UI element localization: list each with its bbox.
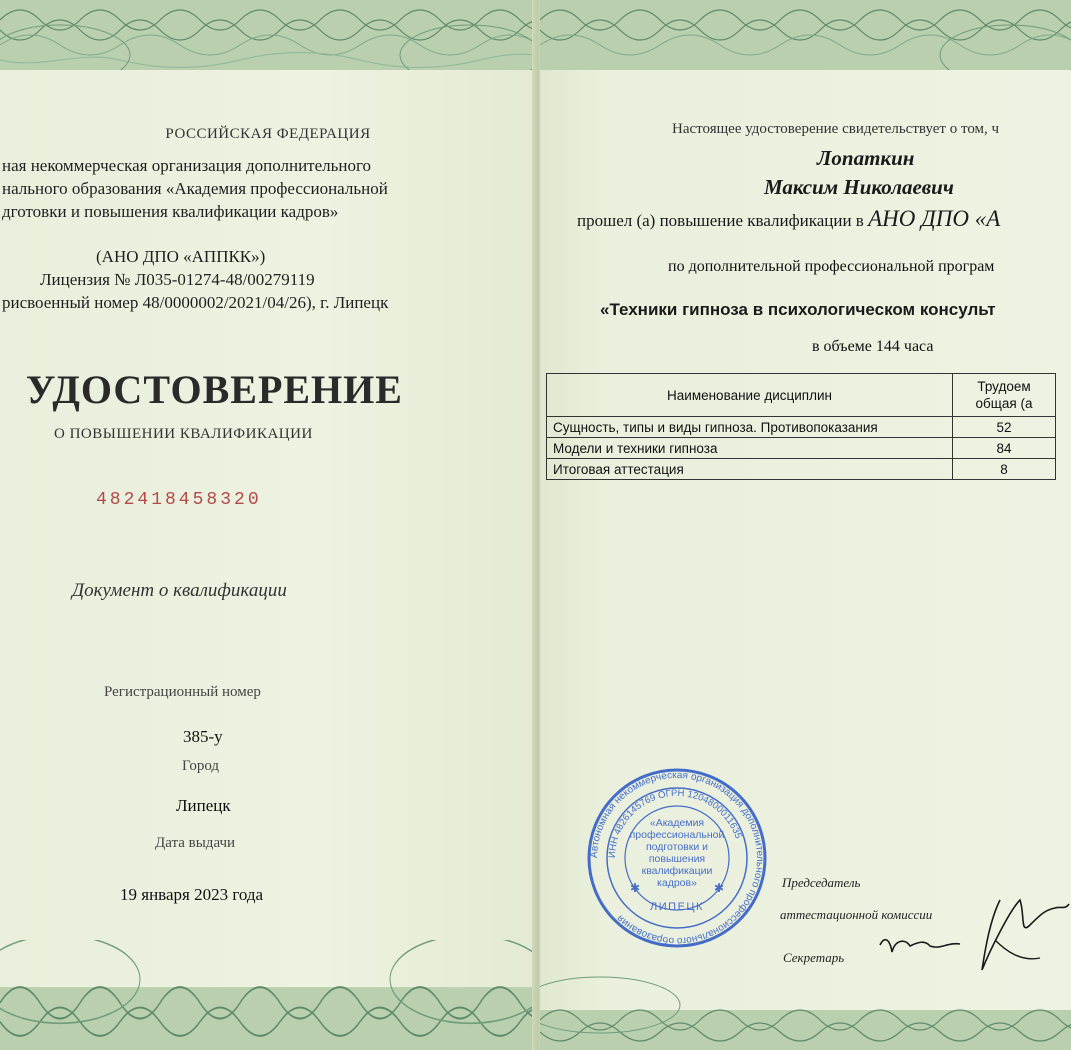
table-header-row [547, 374, 1056, 417]
completed-prefix: прошел (а) повышение квалификации в [577, 211, 864, 230]
discipline-name: Сущность, типы и виды гипноза. Противопоказания [547, 417, 953, 438]
holder-first-middle-name: Максим Николаевич [764, 175, 954, 199]
stamp-ids: ИНН 4826145769 ОГРН 1204800011635 [606, 787, 744, 859]
city-label: Город [182, 758, 220, 774]
table-row [547, 459, 1056, 480]
guilloche-border-top [0, 0, 536, 70]
document-subtitle: О ПОВЫШЕНИИ КВАЛИФИКАЦИИ [54, 426, 313, 442]
org-line-3: дготовки и повышения квалификации кадров» [2, 202, 339, 221]
organization-stamp [572, 768, 782, 948]
license-assigned-number: рисвоенный номер 48/0000002/2021/04/26), г. Липецк [2, 293, 389, 312]
discipline-name: Модели и техники гипноза [547, 438, 953, 459]
chairman-label-2: аттестационной комиссии [780, 907, 933, 922]
stamp-star-icon: ✱ [714, 881, 725, 895]
guilloche-border-top-right [540, 0, 1071, 70]
document-title: УДОСТОВЕРЕНИЕ [26, 367, 403, 412]
guilloche-border-bottom-right [540, 935, 1071, 1050]
city-value: Липецк [176, 796, 231, 815]
guilloche-border-bottom [0, 940, 536, 1050]
program-volume: в объеме 144 часа [812, 338, 934, 355]
registration-label: Регистрационный номер [104, 684, 261, 700]
table-row [547, 438, 1056, 459]
chairman-label-1: Председатель [782, 875, 861, 890]
serial-number: 482418458320 [96, 490, 262, 510]
stamp-center-line: квалификации [641, 865, 713, 877]
header-hours-line-2: общая (а [975, 396, 1033, 411]
org-line-1: ная некоммерческая организация дополнительного [2, 156, 372, 175]
discipline-hours: 8 [953, 459, 1056, 480]
header-hours-line-1: Трудоем [977, 379, 1031, 394]
stamp-center-line: повышения [648, 853, 706, 865]
discipline-hours: 52 [953, 417, 1056, 438]
disciplines-table [546, 373, 1056, 480]
country-name: РОССИЙСКАЯ ФЕДЕРАЦИЯ [165, 126, 371, 142]
completed-line [577, 206, 1000, 232]
stamp-city: ЛИПЕЦК [650, 901, 704, 913]
document-type: Документ о квалификации [72, 580, 287, 601]
org-line-2: нального образования «Академия профессиональной [2, 179, 388, 198]
stamp-center-line: профессиональной [629, 829, 725, 841]
org-short-name: (АНО ДПО «АППКК») [96, 247, 266, 266]
table-row [547, 417, 1056, 438]
license-number: Лицензия № Л035-01274-48/00279119 [40, 270, 315, 289]
secretary-label: Секретарь [783, 950, 845, 965]
stamp-center-line: «Академия [649, 817, 705, 829]
stamp-center-line: кадров» [657, 877, 697, 889]
stamp-star-icon: ✱ [630, 881, 641, 895]
issue-date-value: 19 января 2023 года [120, 885, 264, 904]
completed-org: АНО ДПО «А [868, 206, 1001, 231]
holder-last-name: Лопаткин [817, 146, 915, 170]
header-hours [953, 374, 1056, 417]
stamp-center-line: подготовки и [646, 841, 708, 853]
discipline-name: Итоговая аттестация [547, 459, 953, 480]
registration-value: 385-у [183, 727, 223, 746]
issue-date-label: Дата выдачи [155, 835, 236, 851]
header-discipline-name: Наименование дисциплин [547, 374, 953, 417]
certificate-intro: Настоящее удостоверение свидетельствует о том, ч [672, 121, 1000, 137]
stamp-ring-text: Автономная некоммерческая организация дополнительного профессионального образования [588, 769, 766, 947]
program-prefix: по дополнительной профессиональной програм [668, 258, 995, 275]
program-name: «Техники гипноза в психологическом консульт [600, 300, 996, 319]
discipline-hours: 84 [953, 438, 1056, 459]
